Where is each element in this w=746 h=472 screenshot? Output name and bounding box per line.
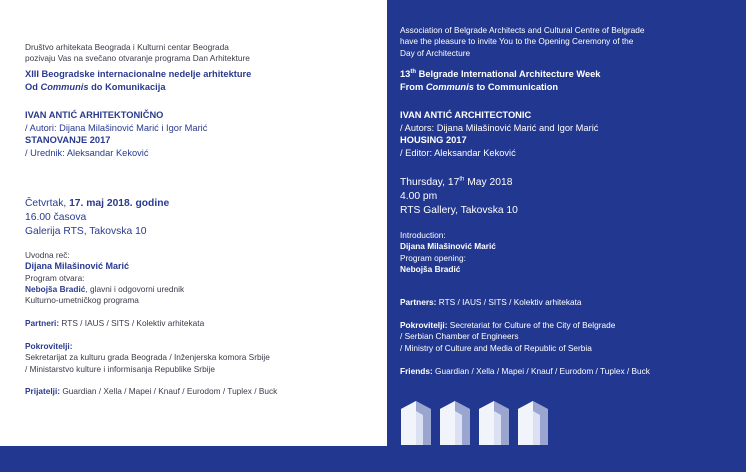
housing-title-en: HOUSING 2017 xyxy=(400,135,467,146)
intro-text-en: Association of Belgrade Architects and Cultural Centre of Belgrade have the pleasure to invite You to the Opening Ceremony of the Day of Architecture xyxy=(400,25,645,58)
event-time: 16.00 časova xyxy=(25,212,87,223)
week-title-en: 13th Belgrade International Architecture Week From Communis to Communication xyxy=(400,68,601,92)
invitation-serbian-panel xyxy=(0,0,387,446)
event-venue: Galerija RTS, Takovska 10 xyxy=(25,226,147,237)
house-1 xyxy=(401,401,431,445)
exhibition-block-en xyxy=(400,109,598,159)
editor-en: / Editor: Aleksandar Keković xyxy=(400,147,516,158)
partners-en: Partners: RTS / IAUS / SITS / Kolektiv arhitekata xyxy=(400,297,582,307)
intro-text: Društvo arhitekata Beograda i Kulturni centar Beograda pozivaju Vas na svečano otvaranje programa Dan Arhitekture xyxy=(25,42,250,64)
exhibition-block xyxy=(25,109,207,159)
event-details xyxy=(25,197,169,239)
week-title: XIII Beogradske internacionalne nedelje arhitekture Od Communis do Komunikacija xyxy=(25,69,252,92)
four-houses-logo xyxy=(401,401,551,445)
program-speakers: Uvodna reč: Dijana Milašinović Marić Program otvara: Nebojša Bradić, glavni i odgovorni urednik Kulturno-umetničkog programa xyxy=(25,250,185,306)
house-2 xyxy=(440,401,470,445)
house-4 xyxy=(518,401,548,445)
authors: / Autori: Dijana Milašinović Marić i Igor Marić xyxy=(25,122,208,133)
event-venue-en: RTS Gallery, Takovska 10 xyxy=(400,205,518,216)
housing-title: STANOVANJE 2017 xyxy=(25,135,111,146)
friends-en: Friends: Guardian / Xella / Mapei / Knauf / Eurodom / Tuplex / Buck xyxy=(400,366,650,376)
friends: Prijatelji: Guardian / Xella / Mapei / Knauf / Eurodom / Tuplex / Buck xyxy=(25,386,278,396)
editor: / Urednik: Aleksandar Keković xyxy=(25,147,149,158)
sponsors-en: Pokrovitelji: Secretariat for Culture of the City of Belgrade / Serbian Chamber of Engineers / Ministry of Culture and Media of Republic of Serbia xyxy=(400,320,616,353)
house-3 xyxy=(479,401,509,445)
partners: Partneri: RTS / IAUS / SITS / Kolektiv arhitekata xyxy=(25,318,205,328)
event-date: Četvrtak, 17. maj 2018. godine xyxy=(25,198,170,209)
event-details-en xyxy=(400,176,518,218)
authors-en: / Autors: Dijana Milašinović Marić and Igor Marić xyxy=(400,122,599,133)
exhibition-title-en: IVAN ANTIĆ ARCHITECTONIC xyxy=(400,110,532,120)
event-date-en: Thursday, 17th May 2018 xyxy=(400,176,513,188)
sponsors: Pokrovitelji: Sekretarijat za kulturu grada Beograda / Inženjerska komora Srbije / Ministarstvo kulture i informisanja Republike Srbije xyxy=(25,341,270,374)
program-speakers-en: Introduction: Dijana Milašinović Marić Program opening: Nebojša Bradić xyxy=(400,230,496,274)
exhibition-title: IVAN ANTIĆ ARHITEKTONIČNO xyxy=(25,110,164,120)
event-time-en: 4.00 pm xyxy=(400,191,438,202)
